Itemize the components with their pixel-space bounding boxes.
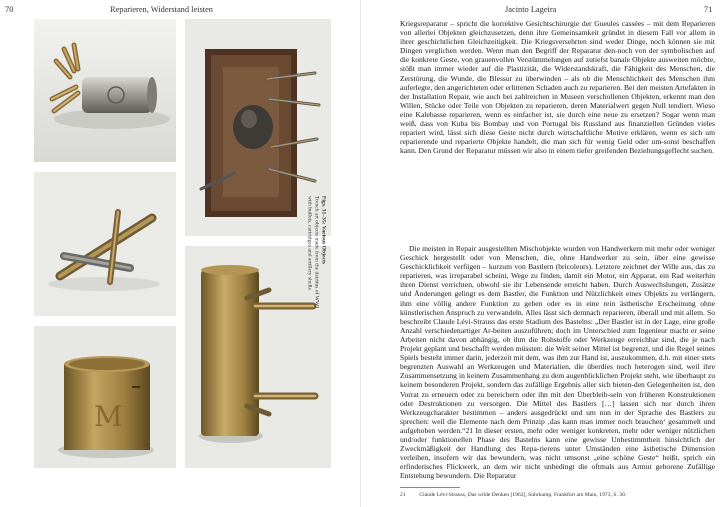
caption-line-1: Trench art objects made from the detritus of WWI	[313, 195, 320, 309]
body-column-top	[400, 19, 715, 235]
crossed-bullets-image	[34, 172, 176, 316]
caption-line-2: with bullets, cartridges and artillery shells	[306, 195, 313, 290]
left-running-title: Reparieren, Widerstand leisten	[110, 5, 213, 14]
footnote-separator	[400, 487, 460, 488]
footnote-text: Claude Lévi-Strauss, Das wilde Denken [1962], Suhrkamp, Frankfurt am Main, 1973, S. 30.	[419, 492, 627, 498]
left-page-number: 70	[5, 5, 14, 14]
cartridge-tube-image	[34, 19, 176, 162]
paragraph-1: Kriegsreparatur – spricht die korrektive Gesichtschirurgie der Gueules cassées – mit dem Reparieren von allerlei Objekten gleichzusetzen, denn ihre Gemeinsamkeit gründet in diesem Fall vor allem in ihrer geschichtlichen Gleichzeitigkeit. Die Kriegsversehrten sind weder Dinge, noch können sie mit Dingen verglichen werden. Wenn man den Begriff der Reparatur den-noch von der symbolischen auf die konkrete Geste, von grauenvollen Verstümmelungen auf zutiefst banale Objekte ausweiten möchte, stößt man immer wieder auf die Plastizität, die Widerstandskraft, die Fähigkeit des Menschen, die Zerstörung, die Wunde, die Blessur zu überwinden – als ob die Menschlichkeit des Menschen ihm auferlegte, den angerichteten oder erlittenen Schaden auch zu reparieren. Bei den meisten Artefakten in der Installation Repair, wie auch bei zahlreichen in Museen verschollenen Objekten, erkennt man den Willen, Stücke oder Teile von Objekten zu reparieren, deren Materialwert gegen Null tendiert. Wieso eine Kalebasse reparieren, wenn es einfacher ist, sie durch eine neue zu ersetzen? Sogar wenn man weiß, dass von Kuba bis Bombay und von Portugal bis Russland aus finanziellen Gründen vieles repariert wird, lässt sich diese Geste nicht durch wirtschaftliche Motive erklären, wenn es sich um reparierende und reparierte Objekte handelt, die man sich für wenig Geld oder um-sonst beschaffen kann. Den Grund der Reparatur müssen wir also in einem tiefer greifenden Beziehungsgeflecht suchen.	[400, 19, 715, 156]
caption-title: Figs. 31–35: Various Objects	[320, 195, 327, 264]
right-page-number: 71	[704, 5, 713, 14]
right-page	[361, 0, 720, 507]
brass-cup-image	[34, 326, 176, 468]
svg-text:M: M	[94, 400, 123, 433]
photo-cartridge-tube	[34, 19, 176, 162]
footnote	[400, 492, 715, 499]
photo-brass-cup	[34, 326, 176, 468]
photo-crossed-bullets	[34, 172, 176, 316]
right-running-title: Jacinto Lageira	[505, 5, 557, 14]
footnote-number: 21	[400, 492, 406, 498]
paragraph-2: Die meisten in Repair ausgestellten Mischobjekte wurden von Handwerkern mit mehr oder weniger Geschick hergestellt oder von Menschen, die, ohne Handwerker zu sein, über eine gewisse Geschicklichkeit verfügen – kurzum von Bastlern (bricoleurs). Letztere zeichnet der Wille aus, das zu reparieren, was irreparabel scheint, Wege zu finden, damit ein Motor, ein Apparat, ein Rad weiterhin ihren Dienst verrichten, obwohl sie ihr Lebensende erreicht haben. Durch Auswechslungen, Zusätze und Änderungen gelingt es dem Bastler, die Funktion und Nützlichkeit eines Objekts zu verlängern, ihm eine völlig andere Funktion zu geben oder es in eine rein ästhetische Erscheinung ohne künstlerischen Anspruch zu verwandeln. Alles lässt sich demnach reparieren, überall und mit allem. So beschreibt Claude Lévi-Strauss das erste Stadium des Bastelns: „Der Bastler ist in der Lage, eine große Anzahl verschiedenartiger Ar-beiten auszuführen; doch im Unterschied zum Ingenieur macht er seine Arbeiten nicht davon abhängig, ob ihm die Rohstoffe oder Werkzeuge erreichbar sind, die je nach Projekt geplant und beschafft werden müssten: die Welt seiner Mittel ist begrenzt, und die Regel seines Spiels besteht immer darin, jederzeit mit dem, was ihm zur Hand ist, auszukommen, d.h. mit einer stets begrenzten Auswahl an Werkzeugen und Materialien, die überdies noch heterogen sind, weil ihre Zusammensetzung in keinem Zusammenhang zu dem augenblicklichen Projekt steht, wie überhaupt zu keinem besonderen Projekt, sondern das zufällige Ergebnis aller sich bieten-den Gelegenheiten ist, den Vorrat zu erneuern oder zu bereichern oder ihn mit den Überbleib-seln von früheren Konstruktionen oder Destruktionen zu versorgen. Die Mittel des Bastlers […] lassen sich nur durch ihren Werkzeugcharakter bestimmen – anders ausgedrückt und um nun in der Sprache des Bastlers zu sprechen: weil die Elemente nach dem Prinzip ‚das kann man immer noch brauchen‘ gesammelt und aufgehoben werden.“21 In dieser ersten, mehr oder weniger konkreten, mehr oder weniger nützlichen und/oder funktionellen Phase des Bastelns kann eine gewisse Unbestimmtheit hinsichtlich der Zweckmäßigkeit der Handlung des Repa-rierens unter Umständen eine ästhetische Dimension verleihen, insofern wir das bewundern, was nicht umsonst „eine schöne Geste“ heißt, sprich ein erfinderisches Flickwerk, an dem wir nicht unbedingt die oftmals aus Armut geborene Zufällige Entstehung bewundern. Die Reparatur	[400, 244, 715, 481]
body-column-bottom	[400, 244, 715, 484]
figure-caption	[306, 196, 327, 308]
